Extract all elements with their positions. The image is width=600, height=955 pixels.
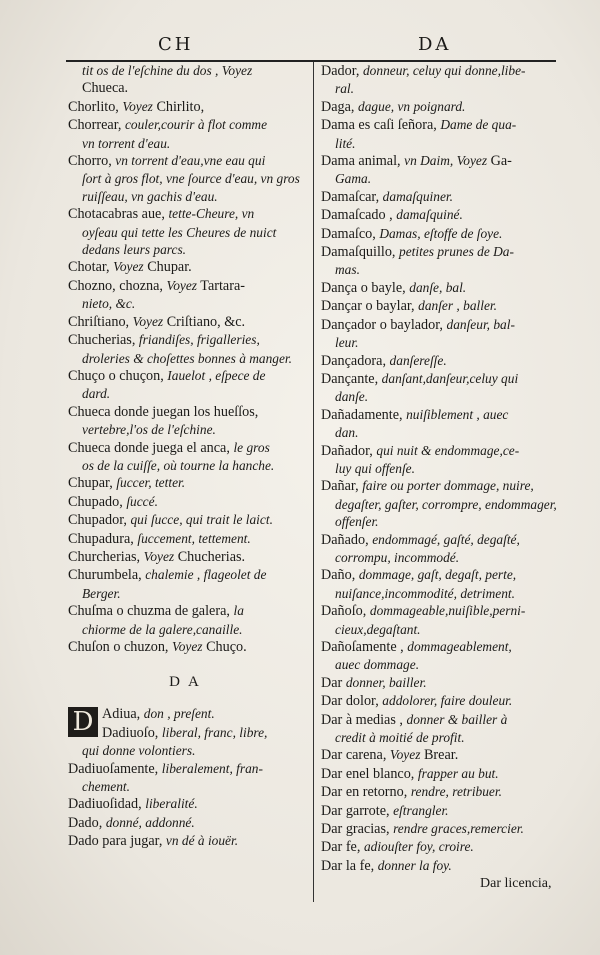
cross-reference: Chuço. — [202, 639, 247, 655]
definition: Voyez — [143, 548, 175, 564]
dictionary-entry — [321, 820, 557, 838]
dictionary-entry — [68, 258, 308, 276]
dictionary-entry — [68, 439, 308, 475]
definition: dommageablement, — [407, 639, 512, 654]
dictionary-entry — [321, 783, 557, 801]
dictionary-entry — [68, 331, 308, 367]
definition-continued: ſort à gros flot, vne ſource d'eau, vn gros ruiſſeau, vn gachis d'eau. — [82, 171, 300, 204]
headword: Dadiuoſidad, — [68, 796, 146, 813]
dictionary-entry — [68, 116, 308, 152]
headword: Dar garrote, — [321, 802, 394, 819]
running-head-right: DA — [418, 34, 452, 55]
dictionary-entry — [321, 116, 557, 152]
definition: danſereſſe. — [389, 352, 447, 368]
headword: Dar dolor, — [321, 693, 383, 710]
definition: danſeur, bal- — [446, 316, 515, 332]
definition: ſuccé. — [126, 493, 158, 509]
dictionary-entry — [68, 277, 308, 313]
definition: qui nuit & endommage,ce- — [376, 442, 520, 458]
left-entry-list — [68, 98, 308, 657]
definition: la — [233, 603, 244, 619]
definition-continued: danſe. — [335, 389, 369, 405]
dictionary-entry — [321, 243, 557, 279]
definition: chalemie , flageolet de — [145, 567, 267, 583]
left-column — [68, 62, 308, 851]
headword: Churumbela, — [68, 567, 146, 584]
continued-line-1: tit os de l'eſchine du dos , Voyez — [82, 63, 253, 78]
definition: vn dé à iouër. — [165, 833, 239, 849]
definition-continued: Berger. — [82, 585, 121, 601]
dictionary-entry — [68, 832, 308, 850]
da-entry-list — [68, 724, 308, 851]
page-header — [66, 30, 556, 60]
dictionary-entry — [68, 566, 308, 602]
definition: don , preſent. — [143, 706, 215, 722]
catchword: Dar licencia, — [480, 876, 552, 891]
definition-continued: ral. — [335, 81, 354, 97]
dictionary-entry — [321, 765, 557, 783]
dictionary-entry — [321, 638, 557, 674]
definition: Voyez — [166, 277, 197, 293]
definition: petites prunes de Da- — [399, 244, 514, 260]
definition: tette-Cheure, vn — [168, 206, 255, 222]
headword: Dançador o baylador, — [321, 316, 447, 333]
headword: Chueca donde juega el anca, — [68, 439, 234, 456]
headword: Dançadora, — [321, 352, 390, 369]
headword: Dadiuoſo, — [102, 724, 162, 741]
definition-continued: corrompu, incommodé. — [335, 549, 460, 565]
definition: Voyez — [389, 747, 421, 763]
definition-continued: degaſter, gaſter, corrompre, endommager, offenſer. — [335, 496, 557, 530]
definition-continued: oyſeau qui tette les Cheures de nuict dedans leurs parcs. — [82, 224, 277, 258]
headword: Chupador, — [68, 512, 131, 529]
headword: Chupadura, — [68, 530, 138, 547]
definition: eſtrangler. — [393, 802, 449, 818]
headword: Chozno, chozna, — [68, 277, 167, 294]
dictionary-entry — [68, 152, 308, 205]
definition-continued: droleries & choſettes bonnes à manger. — [82, 350, 293, 366]
headword: Dar gracias, — [321, 821, 394, 838]
headword: Damaſcado , — [321, 207, 397, 224]
dictionary-entry — [68, 313, 308, 331]
definition: rendre, retribuer. — [410, 784, 502, 800]
headword: Daño, — [321, 567, 359, 584]
dictionary-entry — [321, 566, 557, 602]
dictionary-entry — [321, 442, 557, 478]
headword: Dañador, — [321, 442, 377, 459]
dictionary-entry — [68, 638, 308, 656]
dictionary-entry — [68, 205, 308, 258]
definition: Dame de qua- — [440, 117, 517, 133]
definition: frapper au but. — [417, 765, 499, 781]
definition-continued: mas. — [335, 262, 360, 278]
headword: Chupar, — [68, 475, 117, 492]
definition: danſant,danſeur,celuy qui — [381, 370, 519, 386]
definition: liberalement, fran- — [161, 760, 263, 776]
cross-reference: Tartara- — [197, 277, 245, 294]
definition: donneur, celuy qui donne,libe- — [362, 63, 526, 78]
dictionary-entry — [68, 511, 308, 529]
headword: Dançante, — [321, 370, 382, 387]
dictionary-entry — [68, 403, 308, 439]
definition: nuiſiblement , auec — [406, 406, 509, 422]
dictionary-entry — [68, 795, 308, 813]
dictionary-entry — [321, 838, 557, 856]
definition: damaſquiné. — [396, 207, 463, 223]
headword: Damaſco, — [321, 225, 380, 242]
headword: Daga, — [321, 98, 359, 115]
dictionary-entry — [321, 692, 557, 710]
definition: donner la foy. — [377, 857, 452, 873]
dictionary-entry — [321, 477, 557, 530]
headword: Dado, — [68, 814, 106, 831]
dictionary-entry — [321, 531, 557, 567]
headword: Damaſquillo, — [321, 244, 400, 261]
dictionary-entry — [321, 352, 557, 370]
definition-continued: dan. — [335, 425, 359, 441]
headword: Dama es caſi ſeñora, — [321, 117, 441, 134]
definition: vn Daim, Voyez — [404, 153, 488, 169]
cross-reference: Brear. — [420, 747, 459, 764]
headword: Chorro, — [68, 153, 116, 170]
definition-continued: luy qui offenſe. — [335, 460, 415, 476]
definition: vn torrent d'eau,vne eau qui — [115, 153, 266, 169]
definition: qui ſucce, qui trait le laict. — [130, 512, 273, 528]
dictionary-entry — [321, 297, 557, 315]
dictionary-entry — [321, 746, 557, 764]
definition: dommage, gaſt, degaſt, perte, — [358, 567, 517, 583]
definition: Damas, eſtoffe de ſoye. — [379, 225, 503, 241]
headword: Chriſtiano, — [68, 313, 133, 330]
definition-continued: os de la cuiſſe, où tourne la hanche. — [82, 457, 275, 473]
headword: Chucherias, — [68, 332, 139, 349]
dictionary-entry — [68, 814, 308, 832]
definition: danſer , baller. — [418, 298, 497, 314]
definition: Voyez — [122, 98, 153, 114]
dictionary-entry — [68, 493, 308, 511]
headword: Adiua, — [102, 706, 144, 723]
definition-continued: Gama. — [335, 171, 372, 187]
definition: endommagé, gaſté, degaſté, — [372, 531, 520, 547]
drop-cap: D — [68, 707, 98, 737]
dictionary-entry — [321, 316, 557, 352]
definition-continued: credit à moitié de profit. — [335, 730, 465, 746]
definition: ſuccement, tettement. — [137, 530, 251, 546]
headword: Chotar, — [68, 259, 114, 276]
definition: donner, bailler. — [345, 674, 427, 690]
continued-entry — [68, 62, 308, 98]
dictionary-entry — [68, 724, 308, 760]
cross-reference: Criſtiano, &c. — [163, 313, 246, 330]
definition-continued: dard. — [82, 386, 111, 402]
headword: Chueca donde juegan los hueſſos, — [68, 403, 259, 420]
dictionary-entry — [321, 802, 557, 820]
headword: Dañoſamente , — [321, 639, 408, 655]
dictionary-entry — [321, 674, 557, 692]
definition-continued: cieux,degaſtant. — [335, 621, 421, 637]
dictionary-entry — [321, 711, 557, 747]
dictionary-entry — [68, 530, 308, 548]
dictionary-entry — [321, 152, 557, 188]
dictionary-entry — [68, 548, 308, 566]
headword: Chuſon o chuzon, — [68, 639, 173, 655]
headword: Chuço o chuçon, — [68, 367, 168, 384]
definition: le gros — [233, 439, 270, 455]
headword: Chorlito, — [68, 98, 123, 115]
headword: Churcherias, — [68, 548, 144, 565]
cross-reference: Chirlito, — [152, 98, 205, 115]
definition: Iauelot , eſpece de — [167, 367, 266, 383]
dictionary-entry — [321, 206, 557, 224]
definition: rendre graces,remercier. — [393, 821, 524, 837]
headword: Dar — [321, 674, 346, 691]
definition-continued: auec dommage. — [335, 657, 420, 673]
dictionary-entry — [68, 367, 308, 403]
dictionary-entry — [68, 98, 308, 116]
dictionary-entry — [321, 98, 557, 116]
dictionary-entry — [321, 370, 557, 406]
headword: Dar fe, — [321, 839, 364, 856]
definition: Voyez — [132, 313, 164, 329]
definition: damaſquiner. — [382, 188, 453, 204]
headword: Chuſma o chuzma de galera, — [68, 603, 234, 620]
headword: Dador, — [321, 63, 363, 79]
definition: donné, addonné. — [105, 814, 195, 830]
definition: dague, vn poignard. — [358, 98, 466, 114]
headword: Dañoſo, — [321, 603, 370, 620]
cross-reference: Ga- — [487, 153, 512, 170]
headword: Dañar, — [321, 478, 363, 495]
headword: Dar carena, — [321, 747, 390, 764]
definition: liberal, franc, libre, — [161, 724, 268, 740]
definition: liberalité. — [145, 796, 198, 812]
dictionary-entry — [321, 406, 557, 442]
definition: dommageable,nuiſible,perni- — [369, 603, 526, 619]
right-column — [321, 62, 557, 875]
definition: ſuccer, tetter. — [116, 475, 186, 491]
definition-continued: chement. — [82, 779, 130, 795]
headword: Dar la fe, — [321, 857, 378, 874]
dictionary-entry — [321, 225, 557, 243]
headword: Dar enel blanco, — [321, 765, 418, 782]
running-head-left: CH — [158, 34, 194, 55]
definition-continued: vn torrent d'eau. — [82, 135, 171, 151]
definition-continued: leur. — [335, 335, 359, 351]
column-divider — [313, 62, 314, 902]
dictionary-entry — [321, 602, 557, 638]
headword: Dañadamente, — [321, 406, 407, 423]
definition: danſe, bal. — [409, 279, 467, 295]
definition: couler,courir à flot comme — [124, 117, 268, 133]
definition-continued: lité. — [335, 135, 356, 151]
dictionary-entry — [68, 474, 308, 492]
continued-line-2: Chueca. — [82, 80, 129, 97]
section-heading-da: DA — [169, 674, 207, 691]
headword: Chorrear, — [68, 117, 125, 134]
dictionary-entry — [321, 62, 557, 98]
definition-continued: vertebre,l'os de l'eſchine. — [82, 422, 216, 438]
headword: Chupado, — [68, 493, 127, 510]
dictionary-entry — [321, 857, 557, 875]
definition: faire ou porter dommage, nuire, — [362, 478, 534, 494]
headword: Dama animal, — [321, 153, 405, 170]
headword: Dar à medias , — [321, 711, 407, 728]
cross-reference: Chupar. — [143, 259, 192, 276]
definition: donner & bailler à — [406, 711, 508, 727]
definition: friandiſes, frigalleries, — [138, 332, 260, 348]
headword: Dançar o baylar, — [321, 298, 419, 315]
definition: Voyez — [172, 639, 203, 654]
dictionary-entry — [321, 188, 557, 206]
headword: Chotacabras aue, — [68, 206, 169, 223]
definition-continued: chiorme de la galere,canaille. — [82, 621, 243, 637]
headword: Dado para jugar, — [68, 833, 166, 850]
definition: adiouſter foy, croire. — [363, 839, 474, 855]
definition-continued: nieto, &c. — [82, 296, 136, 312]
definition-continued: nuiſance,incommodité, detriment. — [335, 585, 515, 601]
headword: Dança o bayle, — [321, 279, 410, 296]
definition: addolorer, faire douleur. — [382, 693, 513, 709]
right-entry-list — [321, 62, 557, 875]
cross-reference: Chucherias. — [174, 548, 246, 565]
definition: Voyez — [113, 259, 144, 275]
dictionary-entry — [68, 760, 308, 796]
headword: Damaſcar, — [321, 188, 383, 205]
dictionary-entry — [68, 602, 308, 638]
headword: Dadiuoſamente, — [68, 760, 162, 777]
headword: Dar en retorno, — [321, 784, 411, 801]
definition-continued: qui donne volontiers. — [82, 743, 196, 759]
dictionary-entry — [321, 279, 557, 297]
headword: Dañado, — [321, 531, 373, 548]
